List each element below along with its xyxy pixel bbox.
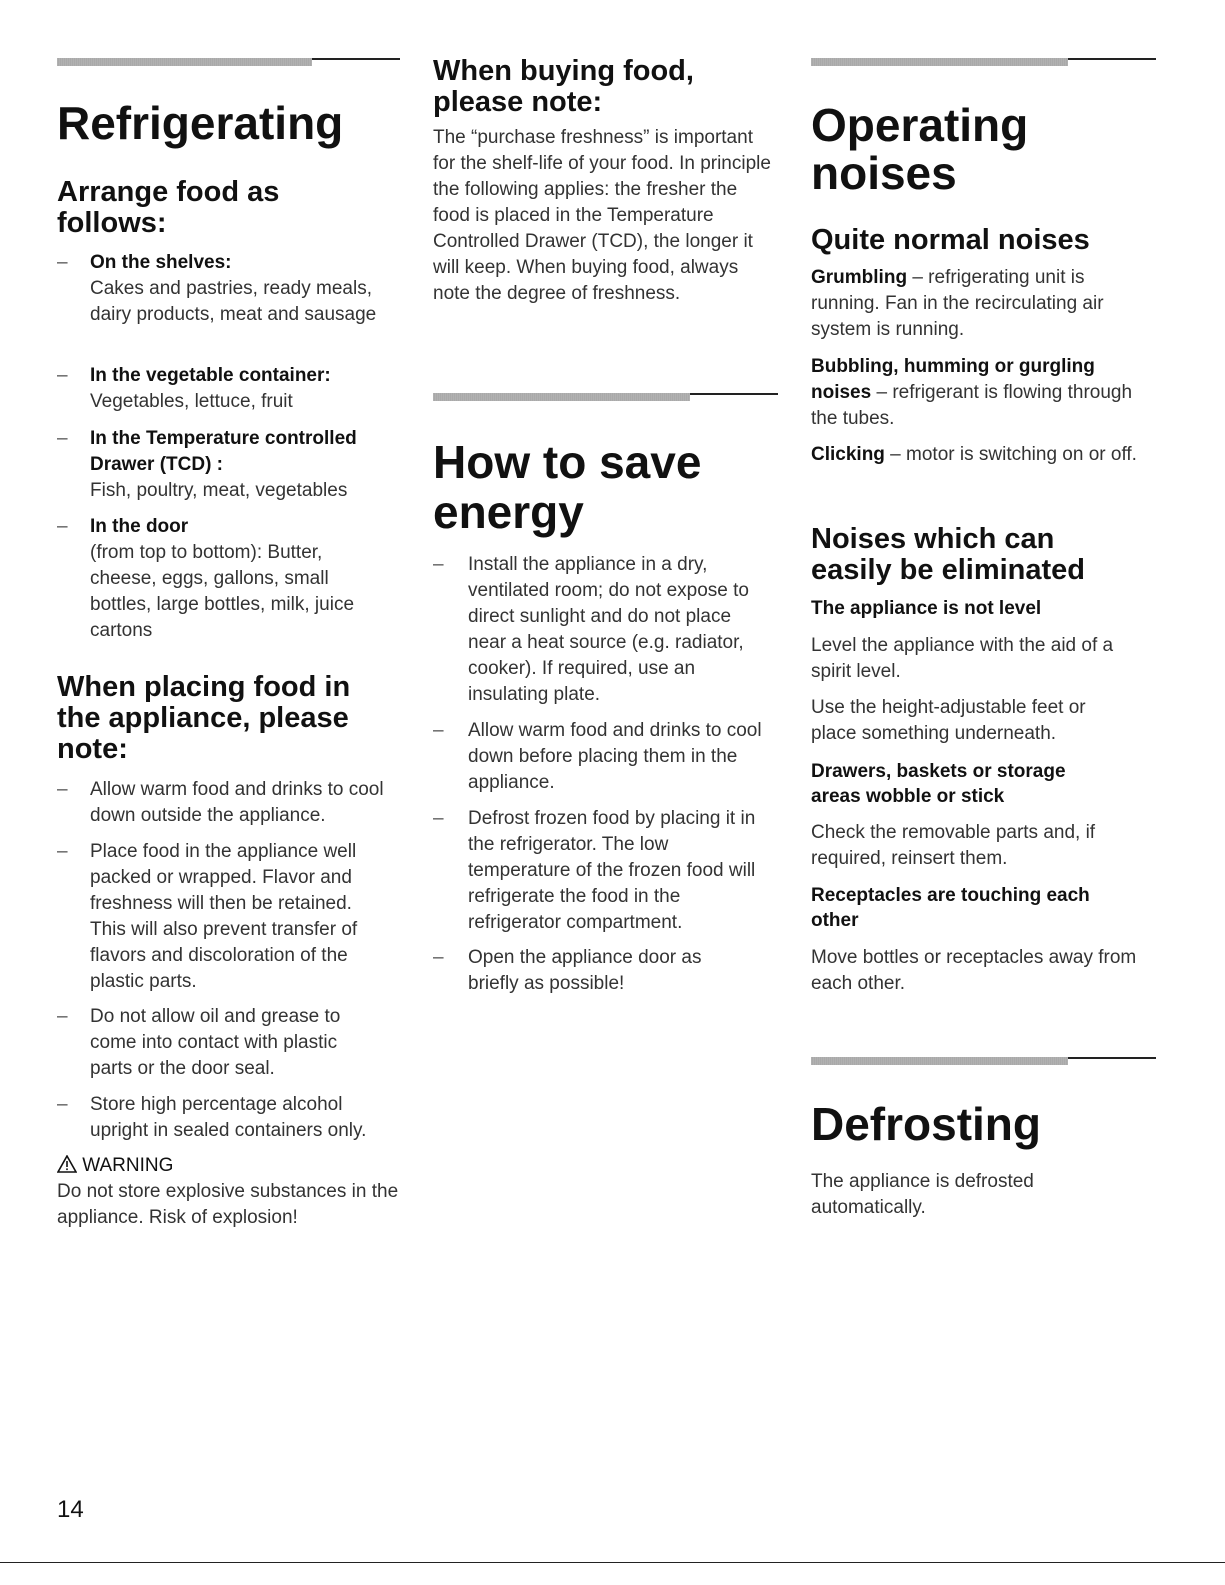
dash-bullet: – [433, 947, 444, 968]
drawers-heading: Drawers, baskets or storage areas wobble or stick [811, 761, 1066, 807]
warning-text: Do not store explosive substances in the appliance. Risk of explosion! [57, 1181, 399, 1228]
item-text: Vegetables, lettuce, fruit [90, 391, 293, 412]
noises-title: Operating noises [811, 99, 1029, 199]
item-label: In the Temperature controlled Drawer (TCD) : [90, 428, 357, 475]
bottom-rule [0, 1562, 1225, 1563]
drawers-text: Check the removable parts and, if required, reinsert them. [811, 822, 1096, 869]
section-rule [57, 58, 400, 68]
list-item [433, 945, 778, 997]
list-item [57, 1092, 402, 1144]
buying-heading: When buying food, please note: [433, 55, 694, 118]
item-label: In the door [90, 516, 189, 537]
level-text-2: Use the height-adjustable feet or place something underneath. [811, 697, 1086, 744]
noise-desc: – refrigerating unit is running. Fan in the recirculating air system is running. [811, 267, 1104, 340]
arrange-heading: Arrange food as follows: [57, 176, 280, 239]
dash-bullet: – [433, 808, 444, 829]
noise-term: Clicking [811, 444, 885, 465]
buying-text: The “purchase freshness” is important for the shelf-life of your food. In principle the following applies: the fresher the food is placed in the Temperature Controlled Drawer (TCD), the longer it will keep. When buying food, always note the degree of freshness. [433, 127, 771, 304]
item-text: Place food in the appliance well packed or wrapped. Flavor and freshness will then be retained. This will also prevent transfer of flavors and discoloration of the plastic parts. [90, 841, 358, 992]
placing-heading: When placing food in the appliance, please note: [57, 671, 351, 765]
list-item [57, 839, 402, 995]
list-item [57, 363, 402, 415]
dash-bullet: – [57, 779, 68, 800]
dash-bullet: – [57, 252, 68, 273]
level-text-1: Level the appliance with the aid of a spirit level. [811, 635, 1114, 682]
item-text: Fish, poultry, meat, vegetables [90, 480, 348, 501]
dash-bullet: – [57, 516, 68, 537]
dash-bullet: – [57, 1006, 68, 1027]
page-number: 14 [57, 1496, 84, 1523]
receptacles-heading: Receptacles are touching each other [811, 885, 1090, 931]
item-text: Allow warm food and drinks to cool down outside the appliance. [90, 779, 384, 826]
item-text: Defrost frozen food by placing it in the refrigerator. The low temperature of the frozen food will refrigerate the food in the refrigerator compartment. [468, 808, 756, 933]
warning-block [57, 1153, 407, 1231]
list-item [57, 777, 402, 829]
section-rule [433, 393, 778, 403]
item-text: (from top to bottom): Butter, cheese, eggs, gallons, small bottles, large bottles, milk, juice cartons [90, 542, 355, 641]
dash-bullet: – [433, 554, 444, 575]
list-item [57, 1004, 402, 1082]
refrigerating-title: Refrigerating [57, 97, 344, 149]
dash-bullet: – [57, 1094, 68, 1115]
dash-bullet: – [57, 428, 68, 449]
dash-bullet: – [57, 365, 68, 386]
noise-desc: – motor is switching on or off. [884, 444, 1137, 465]
list-item [433, 806, 778, 936]
dash-bullet: – [57, 841, 68, 862]
defrosting-title: Defrosting [811, 1098, 1041, 1150]
noise-clicking [811, 442, 1151, 468]
section-rule [811, 1057, 1156, 1067]
item-text: Store high percentage alcohol upright in sealed containers only. [90, 1094, 367, 1141]
warning-triangle-icon [57, 1155, 77, 1173]
item-label: On the shelves: [90, 252, 232, 273]
list-item [433, 552, 778, 708]
eliminated-noises-heading: Noises which can easily be eliminated [811, 523, 1086, 586]
list-item [57, 426, 402, 504]
noise-grumbling [811, 265, 1151, 343]
warning-label: WARNING [82, 1155, 174, 1176]
noise-term: Grumbling [811, 267, 908, 288]
item-text: Allow warm food and drinks to cool down before placing them in the appliance. [468, 720, 762, 793]
level-heading: The appliance is not level [811, 598, 1042, 619]
list-item [57, 514, 402, 644]
dash-bullet: – [433, 720, 444, 741]
energy-title: How to save energy [433, 436, 702, 538]
item-text: Cakes and pastries, ready meals, dairy products, meat and sausage [90, 278, 377, 325]
item-label: In the vegetable container: [90, 365, 331, 386]
list-item [433, 718, 778, 796]
item-text: Open the appliance door as briefly as possible! [468, 947, 702, 994]
noise-term: Bubbling, humming or gurgling noises [811, 356, 1095, 403]
item-text: Do not allow oil and grease to come into contact with plastic parts or the door seal. [90, 1006, 341, 1079]
defrosting-text: The appliance is defrosted automatically. [811, 1171, 1034, 1218]
receptacles-text: Move bottles or receptacles away from each other. [811, 947, 1137, 994]
normal-noises-heading: Quite normal noises [811, 224, 1090, 256]
noise-bubbling [811, 354, 1151, 432]
item-text: Install the appliance in a dry, ventilated room; do not expose to direct sunlight and do not place near a heat source (e.g. radiator, cooker). If required, use an insulating plate. [468, 554, 749, 705]
noise-desc: – refrigerant is flowing through the tubes. [811, 382, 1133, 429]
list-item [57, 250, 402, 328]
section-rule [811, 58, 1156, 68]
